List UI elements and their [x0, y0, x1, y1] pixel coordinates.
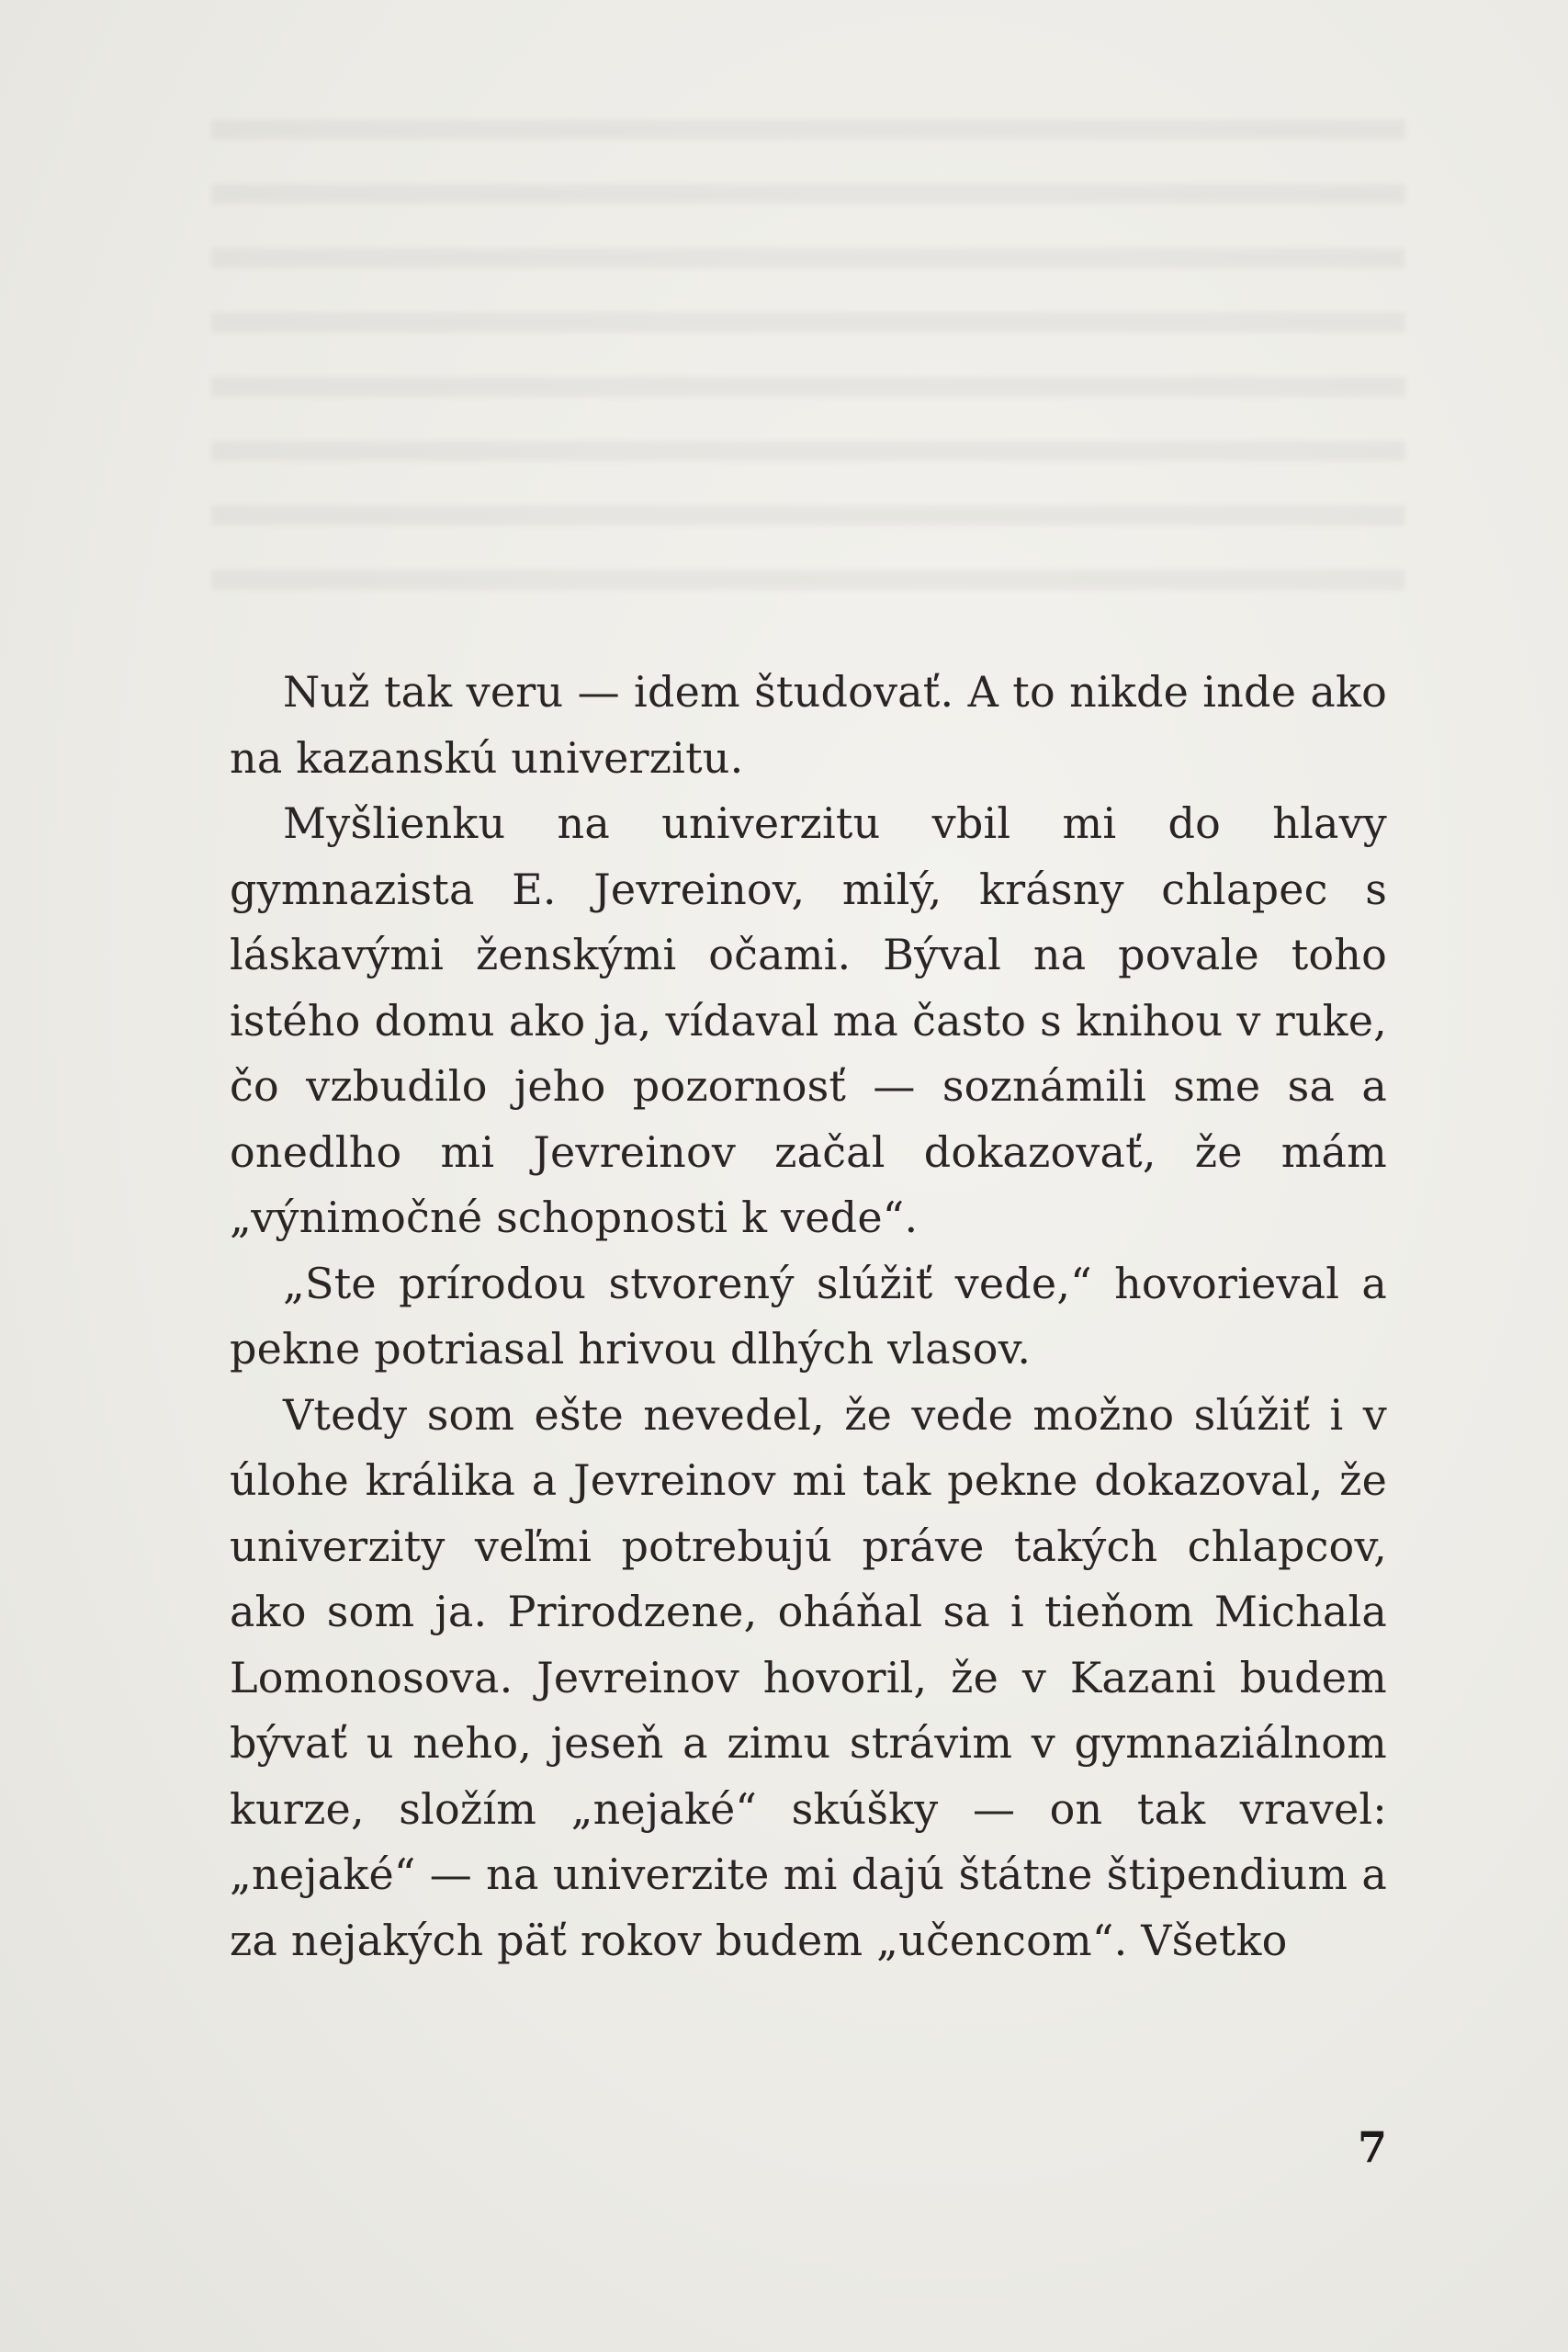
body-text	[230, 660, 1387, 1973]
paragraph: Vtedy som ešte nevedel, že vede možno slúžiť i v úlohe králika a Jevreinov mi tak pekne dokazoval, že univerzity veľmi potrebujú práve takých chlapcov, ako som ja. Prirodzene, oháňal sa i tieňom Michala Lomonosova. Jevreinov hovoril, že v Kazani budem bývať u neho, jeseň a zimu strávim v gymnaziálnom kurze, složím „nejaké“ skúšky — on tak vravel: „nejaké“ — na univerzite mi dajú štátne štipendium a za nejakých päť rokov budem „učencom“. Všetko	[230, 1389, 1387, 1965]
paragraph: „Ste prírodou stvorený slúžiť vede,“ hovorieval a pekne potriasal hrivou dlhých vlasov.	[230, 1258, 1387, 1374]
page-number: 7	[1358, 2122, 1388, 2172]
show-through-text	[211, 119, 1405, 597]
paragraph: Myšlienku na univerzitu vbil mi do hlavy gymnazista E. Jevreinov, milý, krásny chlapec s láskavými ženskými očami. Býval na povale toho istého domu ako ja, vídaval ma často s knihou v ruke, čo vzbudilo jeho pozornosť — soznámili sme sa a onedlho mi Jevreinov začal dokazovať, že mám „výnimočné schopnosti k vede“.	[230, 798, 1387, 1242]
paragraph: Nuž tak veru — idem študovať. A to nikde inde ako na kazanskú univerzitu.	[230, 667, 1387, 783]
